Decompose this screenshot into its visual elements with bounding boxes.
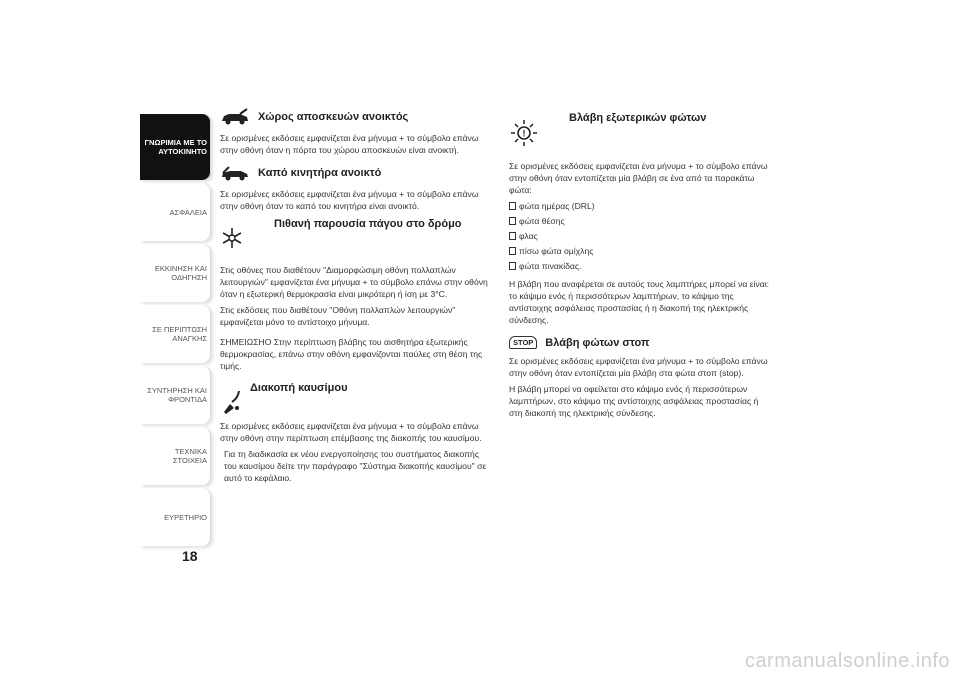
stop-heading [509,336,774,349]
list-item [509,215,774,227]
stop-text-1: Σε ορισμένες εκδόσεις εμφανίζεται ένα μήνυμα + το σύμβολο επάνω στην οθόνη όταν εντοπίζεται μία βλάβη στα φώτα στοπ (stop). [509,356,768,378]
watermark: carmanualsonline.info [744,650,950,672]
lights-outro: Η βλάβη που αναφέρεται σε αυτούς τους λαμπτήρες μπορεί να είναι: το κάψιμο ενός ή περισσότερων λαμπτήρων, το κάψιμο της αντίστοιχης ασφάλειας προστασίας ή η διακοπή της ηλεκτρικής σύνδεσης. [509,279,770,325]
lights-intro: Σε ορισμένες εκδόσεις εμφανίζεται ένα μήνυμα + το σύμβολο επάνω στην οθόνη όταν εντοπίζεται μία βλάβη σε ένα από τα παρακάτω φώτα: [509,161,768,195]
page-number: 18 [182,548,198,564]
tab-safety[interactable]: ΑΣΦΑΛΕΙΑ [140,183,211,241]
bonnet-heading [220,164,492,182]
ice-note: ΣΗΜΕΙΩΣΗΟ Στην περίπτωση βλάβης του αισθητήρα εξωτερικής θερμοκρασίας, επάνω στην οθόνη εμφανίζονται παύλες στη θέση της τιμής. [220,337,483,371]
fuel-heading [220,382,492,414]
checkbox-bullet-icon [509,202,516,210]
snowflake-icon [220,226,244,250]
ice-heading [220,218,492,250]
chapter-tabs [140,114,211,549]
stop-light-icon: STOP [509,336,537,349]
exterior-light-fault-icon [509,118,539,148]
car-boot-open-icon [220,108,250,126]
list-item-text: φώτα ημέρας (DRL) [519,201,595,211]
stop-text-2: Η βλάβη μπορεί να οφείλεται στο κάψιμο ενός ή περισσότερων λαμπτήρων, στο κάψιμο της αντίστοιχης ασφάλειας προστασίας ή στη διακοπή της ηλεκτρικής σύνδεσης. [509,384,759,418]
fuel-text-1: Σε ορισμένες εκδόσεις εμφανίζεται ένα μήνυμα + το σύμβολο επάνω στην οθόνη στην περίπτωση επέμβασης της διακοπής του καυσίμου. [220,421,482,443]
list-item-text: φώτα θέσης [519,216,565,226]
stop-title: Βλάβη φώτων στοπ [545,336,650,349]
tab-technical-data[interactable]: ΤΕΧΝΙΚΑ ΣΤΟΙΧΕΙΑ [140,427,211,485]
tab-emergency[interactable]: ΣΕ ΠΕΡΙΠΤΩΣΗ ΑΝΑΓΚΗΣ [140,305,211,363]
luggage-title: Χώρος αποσκευών ανοικτός [258,111,409,123]
list-item-text: πίσω φώτα ομίχλης [519,246,594,256]
fuel-text-2: Για τη διαδικασία εκ νέου ενεργοποίησης του συστήματος διακοπής του καυσίμου δείτε την παράγραφο "Σύστημα διακοπής καυσίμου" σε αυτό το κεφάλαιο. [224,449,487,483]
fuel-cutoff-icon [220,388,242,414]
list-item-text: φλας [519,231,538,241]
bonnet-title: Καπό κινητήρα ανοικτό [258,167,382,179]
ice-text-2: Στις εκδόσεις που διαθέτουν "Οθόνη πολλαπλών λειτουργιών" εμφανίζεται μόνο το αντίστοιχο μήνυμα. [220,305,456,327]
list-item-text: φώτα πινακίδας. [519,261,582,271]
lights-title: Βλάβη εξωτερικών φώτων [569,112,707,124]
tab-maintenance[interactable]: ΣΥΝΤΗΡΗΣΗ ΚΑΙ ΦΡΟΝΤΙΔΑ [140,366,211,424]
list-item [509,200,774,212]
luggage-heading [220,108,492,126]
tab-starting-driving[interactable]: ΕΚΚΙΝΗΣΗ ΚΑΙ ΟΔΗΓΗΣΗ [140,244,211,302]
list-item [509,245,774,257]
checkbox-bullet-icon [509,217,516,225]
tab-index[interactable]: ΕΥΡΕΤΗΡΙΟ [140,488,211,546]
ice-text-1: Στις οθόνες που διαθέτουν "Διαμορφώσιμη οθόνη πολλαπλών λειτουργιών" εμφανίζεται ένα μήνυμα + το σύμβολο επάνω στην οθόνη όταν η εξωτερική θερμοκρασία είναι μικρότερη ή ίση με 3°C. [220,265,488,299]
list-item [509,230,774,242]
fuel-title: Διακοπή καυσίμου [250,382,348,394]
tab-getting-to-know[interactable]: ΓΝΩΡΙΜΙΑ ΜΕ ΤΟ ΑΥΤΟΚΙΝΗΤΟ [140,114,211,180]
luggage-text: Σε ορισμένες εκδόσεις εμφανίζεται ένα μήνυμα + το σύμβολο επάνω στην οθόνη όταν η πόρτα του χώρου αποσκευών είναι ανοικτή. [220,133,479,155]
list-item [509,260,774,272]
checkbox-bullet-icon [509,262,516,270]
bonnet-text: Σε ορισμένες εκδόσεις εμφανίζεται ένα μήνυμα + το σύμβολο επάνω στην οθόνη όταν το καπό του κινητήρα είναι ανοικτό. [220,189,479,211]
right-column [509,112,774,423]
checkbox-bullet-icon [509,247,516,255]
car-bonnet-open-icon [220,164,250,182]
ice-title: Πιθανή παρουσία πάγου στο δρόμο [274,218,462,230]
svg-text:!: ! [522,128,526,139]
left-column [220,108,492,488]
lights-heading [509,112,774,148]
checkbox-bullet-icon [509,232,516,240]
